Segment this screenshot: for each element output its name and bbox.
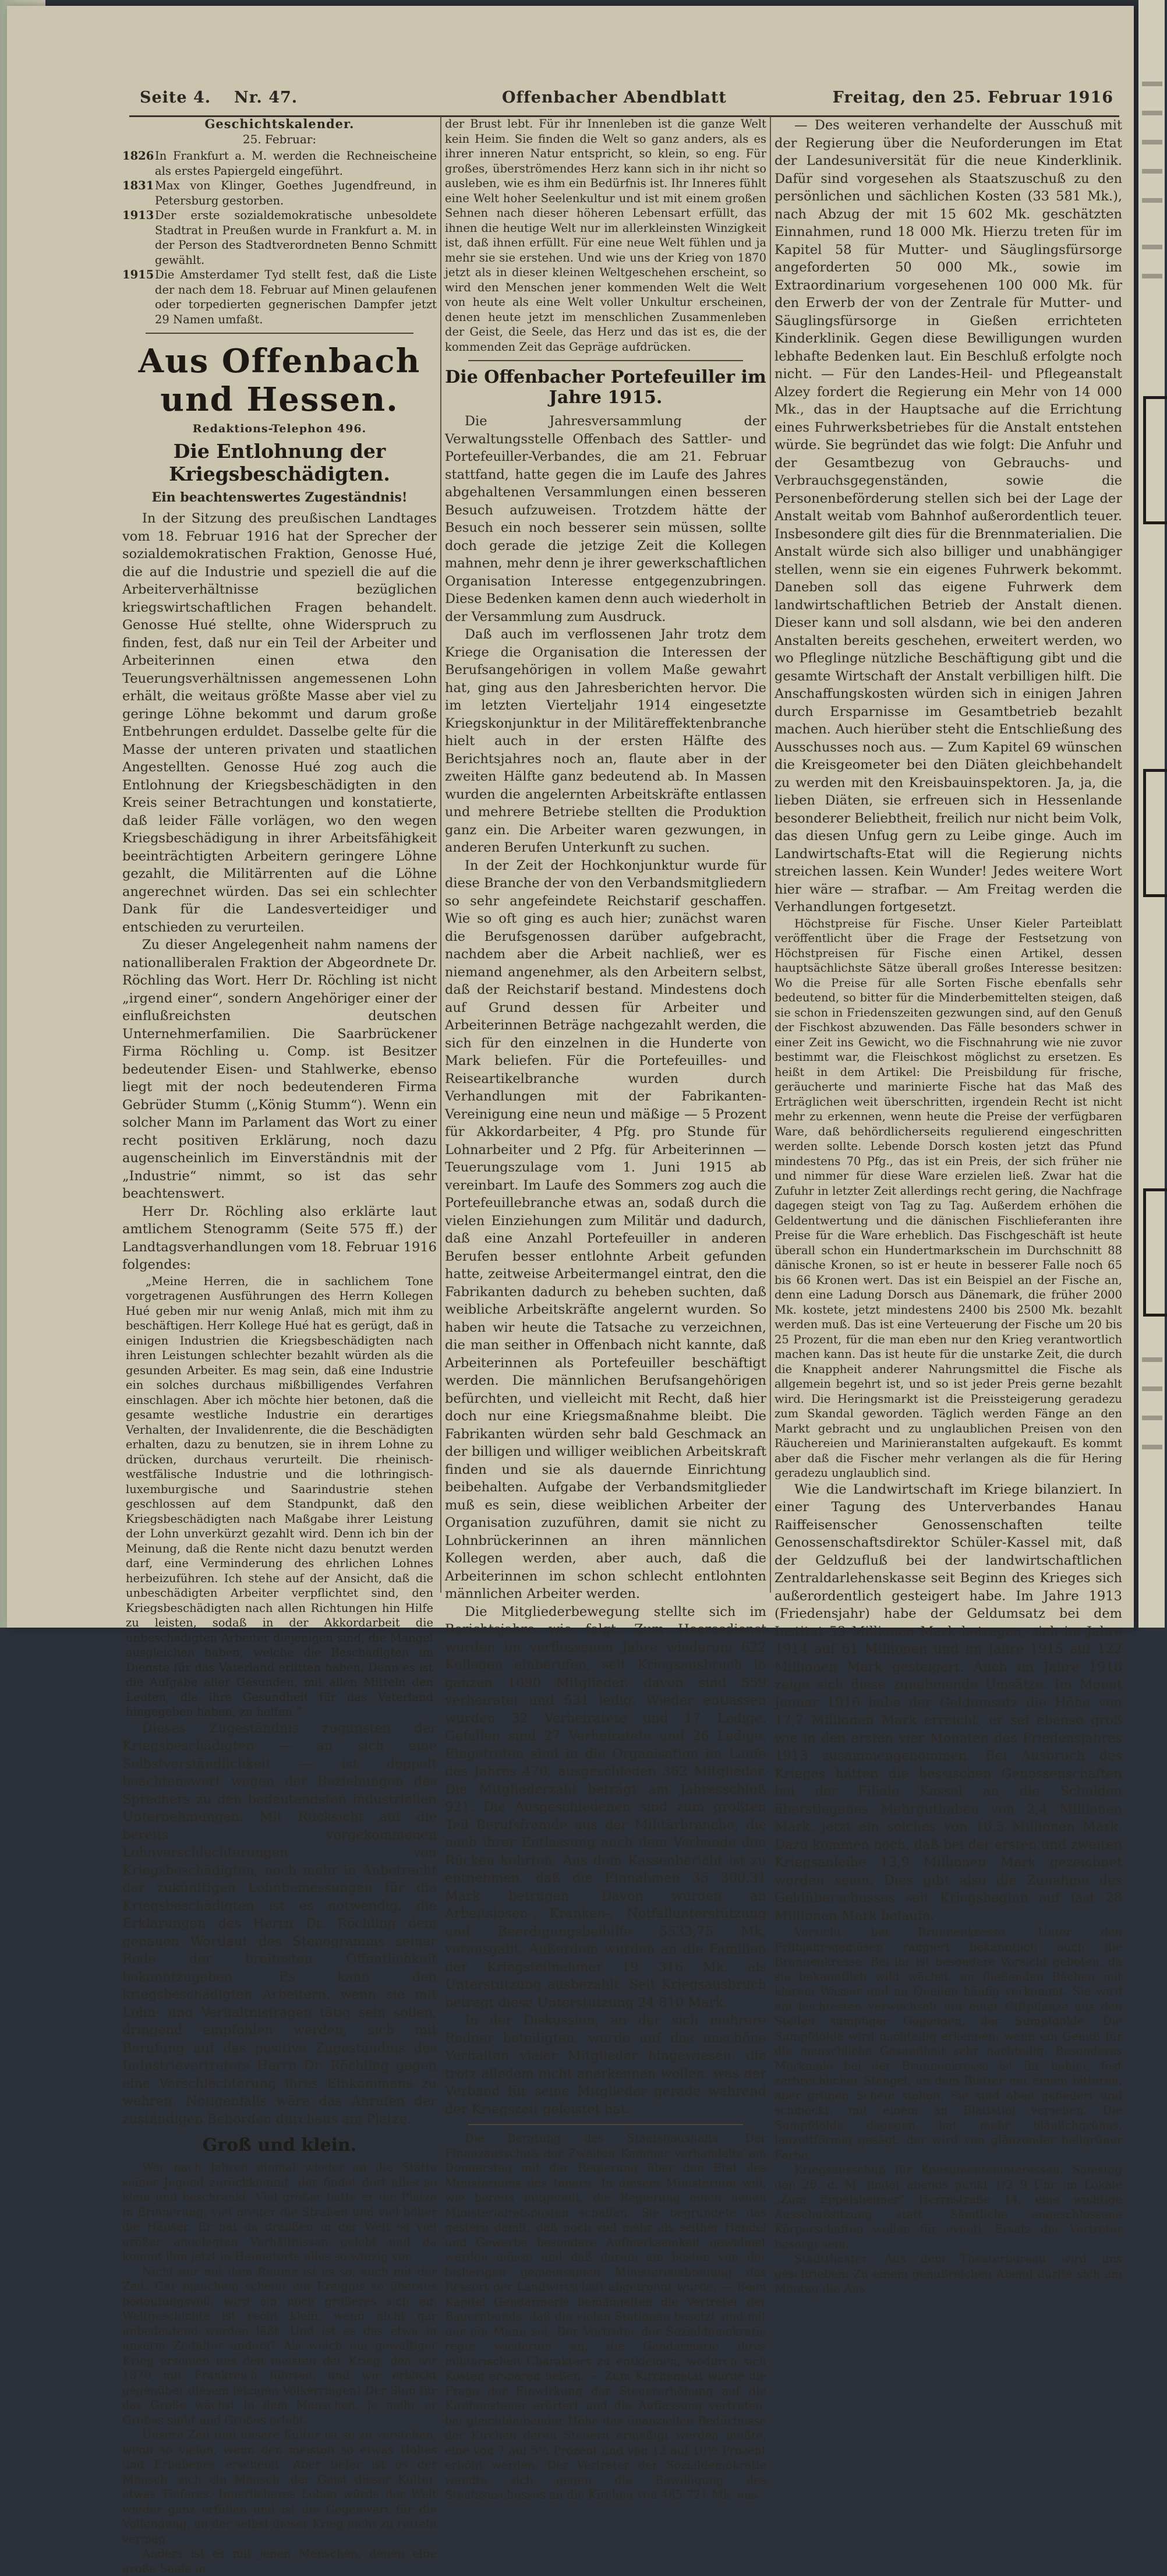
text-fragment bbox=[1142, 198, 1162, 203]
paragraph: Anders ist es mit jenen Menschen, denen eine große Seele in bbox=[122, 2547, 437, 2575]
paragraph: Nicht nur mit dem Raume ist es so, auch mit der Zeit. Gar manchem scheint ein Ereignis so überaus bedeutungsvoll, wird ein noch größeres sich ein Weltgeschichte ist recht klein, wenn nicht gar unbedeutend werden läßt. Und ist es das etwa in unserm Zeitalter anders? Als welch ein gewaltiger Krieg erschien uns den meisten der Krieg, den wir 1870 mit Frankreich führten, und wir erblickt gegenüber diesem jetzigen Völkerringen! Der Sinn für das Große wächst in dem Menschen, je mehr er Großes sieht und Großes erlebt. bbox=[122, 2264, 437, 2427]
paragraph: — Des weiteren verhandelte der Ausschuß mit der Regierung über die Neuforderungen im Etat der Landesuniversität für die neue Kinderklinik. Dafür sind vorgesehen als Staatszuschuß zu den persönlichen und sächlichen Kosten (33 581 Mk.), nach Abzug der mit 15 602 Mk. geschätzten Einnahmen, rund 18 000 Mk. Hierzu treten für im Kapitel 58 für Mutter- und Säuglingsfürsorge angeforderten 50 000 Mk., sowie im Extraordinarium vorgesehenen 100 000 Mk. für den Erwerb der von der Zentrale für Mutter- und Säuglingsfürsorge in Gießen errichteten Kinderklinik. Gegen diese Bewilligungen wurden lebhafte Bedenken laut. Ein Beschluß erfolgte noch nicht. — Für den Landes-Heil- und Pflegeanstalt Alzey fordert die Regierung ein Mehr von 14 000 Mk., das in der Hauptsache auf die Errichtung eines Fuhrwerksbetriebes für die Anstalt entstehen würde. Sie begründet das wie folgt: Die Anfuhr und der Gesamtbezug von Gebrauchs- und Verbrauchsgegenständen, sowie die Personenbeförderung stellen sich bei der Lage der Anstalt weitab vom Bahnhof außerordentlich teuer. Insbesondere gilt dies für die Brennmaterialien. Die Anstalt würde sich also billiger und unabhängiger stellen, wenn sie ein eigenes Fuhrwerk bekommt. Daneben soll das eigene Fuhrwerk dem landwirtschaftlichen Betrieb der Anstalt dienen. Dieser kann und soll alsdann, wie bei den anderen Anstalten bereits geschehen, erweitert werden, wo wo Pfleglinge nützliche Beschäftigung gibt und die gesamte Wirtschaft der Anstalt verbilligen hilft. Die Anschaffungskosten würden sich in einigen Jahren durch Ersparnisse im Gesamtbetrieb bezahlt machen. Auch hierüber steht die Entschließung des Ausschusses noch aus. — Zum Kapitel 69 wünschen die Kreisgeometer bei den Diäten gleichbehandelt zu werden mit den Kreisbauinspektoren. Ja, ja, die lieben Diäten, sie erfreuen sich in Hessenlande besonderer Beliebtheit, freilich nur nicht beim Volk, das diesen Unfug gern zu Leibe ginge. Auch im Landwirtschafts-Etat will die Regierung nichts streichen lassen. Kein Wunder! Jedes weitere Wort hier wäre — strafbar. — Am Freitag werden die Verhandlungen fortgesetzt. bbox=[775, 118, 1122, 915]
column-rule bbox=[440, 117, 441, 1593]
text-fragment bbox=[1142, 169, 1162, 174]
newspaper-title: Offenbacher Abendblatt bbox=[502, 89, 727, 107]
calendar-title: Geschichtskalender. bbox=[204, 117, 355, 131]
text-fragment bbox=[1142, 1445, 1162, 1449]
entry-year: 1915 bbox=[122, 268, 154, 281]
paragraph: der Brust lebt. Für ihr Innenleben ist die ganze Welt kein Heim. Sie finden die Welt so ganz anders, als es ihrer inneren Natur entspricht, so klein, so eng. Für großes, überströmendes Herz kann sich in ihr nicht so ausleben, wie es ihm ein Bedürfnis ist. Ihr Inneres fühlt eine Welt hoher Seelenkultur und ist mit einem großen Sehnen nach dieser höheren Lebensart erfüllt, das ihnen die heutige Welt nur im allerkleinsten Winzigkeit ist, daß ihnen erfüllt. Für eine neue Welt fühlen und ja mehr sie sie erstehen. Und wie uns der Krieg von 1870 jetzt als in dieser kleinen Weltgeschehen erscheint, so wird den Menschen jener kommenden Welt die Welt von heute als eine Welt voller Unkultur erscheinen, denen heute jetzt im menschlichen Zusammenleben der Geist, die Seele, das Herz und das ist es, die der kommenden Zeit das Gepräge aufdrücken. bbox=[445, 117, 766, 354]
calendar-entry bbox=[122, 208, 437, 267]
text-fragment bbox=[1142, 245, 1162, 249]
paragraph: In der Zeit der Hochkonjunktur wurde für diese Branche der von den Verbandsmitgliedern so sehr angefeindete Reichstarif geschaffen. Wie so oft ging es auch hier; zunächst waren die Berufsgenossen darüber aufgebracht, nachdem aber die Arbeit nachließ, wer es niemand angenehmer, als den Arbeitern selbst, daß der Reichstarif bestand. Mindestens doch auf Grund dessen für Arbeiter und Arbeiterinnen Beträge nachgezahlt werden, die sich für den einzelnen in die Hunderte von Mark beliefen. Für die Portefeuilles- und Reiseartikelbranche wurden durch Verhandlungen mit der Fabrikanten-Vereinigung eine neun und mäßige — 5 Prozent für Akkordarbeiter, 4 Pfg. pro Stunde für Lohnarbeiter und 2 Pfg. für Arbeiterinnen — Teuerungszulage vom 1. Juni 1915 ab vereinbart. Im Laufe des Sommers zog auch die Portefeuillebranche etwas an, sodaß durch die vielen Einziehungen zum Militär und dadurch, daß eine Anzahl Portefeuiller in anderen Berufen besser entlohnte Arbeit gefunden hatte, zeitweise Arbeitermangel eintrat, den die Fabrikanten dadurch zu beheben suchten, daß weibliche Arbeitskräfte angelernt wurden. So haben wir heute die Tatsache zu verzeichnen, die man seither in Offenbach nicht kannte, daß Arbeiterinnen als Portefeuiller beschäftigt werden. Die männlichen Berufsangehörigen befürchten, und vielleicht mit Recht, daß hier doch nur eine Kriegsmaßnahme bleibt. Die Fabrikanten würden sehr bald Geschmack an der billigen und williger weiblichen Arbeitskraft finden und sie als dauernde Einrichtung beibehalten. Aufgabe der Verbandsmitglieder muß es sein, diese weiblichen Arbeiter der Organisation zuzuführen, damit sie nicht zu Lohnbrückerinnen an ihren männlichen Kollegen werden, aber auch, daß die Arbeiterinnen im schon schlecht entlohnten männlichen Arbeiter werden. bbox=[445, 858, 766, 1601]
text-fragment bbox=[1142, 140, 1162, 144]
paragraph: Die Mitgliederbewegung stellte sich im Berichtsjahre wie folgt: Zum Heeresdienst wurden im verflossenen Jahre wiederum 622 Kollegen einberufen, seit Kriegsausbruch in ganzen 1090 Mitglieder, davon sind 559 verheiratet und 531 ledig. Wieder entlassen wurden 32 Verheiratete und 17 Ledige. Gefallen sind 27 Verheiratete und 26 Ledige. Eingetreten sind in die Organisation im Laufe des Jahres 470, ausgeschieden 362 Mitglieder. Die Mitgliederzahl beträgt am Jahresschluß 921. Die Ausgeschiedenen sind zum größten Teil Berufsfremde aus der Militärbranche, die nach ihrer Entlassung auch dem Verbande den Rücken kehrten. Aus dem Kassenbericht ist zu entnehmen, daß die Einnahmen 35 300,31 Mark betrugen. Davon wurden an Arbeitslosen-, Kranken-, Notfallunterstützung und Beerdigungsbeihilfe 5533,75 Mk. verausgabt. Außerdem wurden an die Familien der Kriegsteilnehmer 19 316 Mk. als Unterstützung ausbezahlt. Seit Kriegsausbruch beträgt diese Unterstützung 24 810 Mark. bbox=[445, 1604, 766, 2010]
running-header bbox=[129, 86, 1119, 117]
calendar-entry bbox=[122, 267, 437, 327]
article-subtitle: Ein beachtenswertes Zugeständnis! bbox=[151, 490, 408, 505]
text-fragment bbox=[1142, 1416, 1162, 1420]
text-fragment bbox=[1142, 111, 1162, 115]
paragraph: Stadttheater. Aus dem Theaterbureau wird uns geschrieben: Zu einem genußreichen Abend dürfte sich am Montag die Aus- bbox=[775, 2252, 1122, 2295]
text-fragment bbox=[1142, 82, 1162, 86]
section-title: Aus Offenbach und Hessen. bbox=[138, 342, 421, 419]
paragraph: Herr Dr. Röchling also erklärte laut amtlichem Stenogramm (Seite 575 ff.) der Landtagsverhandlungen vom 18. Februar 1916 folgendes: bbox=[122, 1204, 437, 1272]
divider bbox=[468, 2124, 743, 2125]
article-title: Die Entlohnung der Kriegsbeschädigten. bbox=[169, 440, 390, 485]
paragraph: Kriegsausschuß für Konsumenteninteressen. Samstag den 26. d. M. findet abends punkt 1/2 9 Uhr im Lokale „Zum Eppelsheimer“ Herrnstraße 14, eine wichtige Ausschußsitzung statt. Sämtliche angeschlossene Körperschaften wollen für eventl. Ersatz der Vertreter besorgt sein. bbox=[775, 2163, 1122, 2251]
advertisement-frame bbox=[1143, 396, 1167, 524]
paragraph: In der Sitzung des preußischen Landtages vom 18. Februar 1916 hat der Sprecher der sozialdemokratischen Fraktion, Genosse Hué, die auf die Industrie und speziell die auf die Arbeiterverhältnisse bezüglichen kriegswirtschaftlichen Fragen behandelt. Genosse Hué stellte, ohne Widerspruch zu finden, fest, daß nur ein Teil der Arbeiter und Arbeiterinnen einen etwa den Teuerungsverhältnissen angemessenen Lohn erhält, die weitaus größte Masse aber viel zu geringe Löhne bekommt und darum große Entbehrungen erduldet. Dasselbe gelte für die Masse der unteren privaten und staatlichen Angestellten. Genosse Hué zog auch die Entlohnung der Kriegsbeschädigten in den Kreis seiner Betrachtungen und konstatierte, daß leider Fälle vorlägen, wo den wegen Kriegsbeschädigung in ihrer Arbeitsfähigkeit beeinträchtigten Arbeitern geringere Löhne gezahlt, die Militärrenten auf die Löhne angerechnet würden. Das sei ein schlechter Dank für die Landesverteidiger und entschieden zu verurteilen. bbox=[122, 511, 437, 935]
section-phone: Redaktions-Telephon 496. bbox=[192, 422, 367, 435]
calendar-entry bbox=[122, 149, 437, 178]
entry-text: Die Amsterdamer Tyd stellt fest, daß die Liste der nach dem 18. Februar auf Minen gelaufenen oder torpedierten gegnerischen Dampfer jetzt 29 Namen umfaßt. bbox=[155, 268, 437, 326]
paragraph: Die Beratung des Staatshaushalts. Der Finanzausschuß der Zweiten Kammer verhandelte am Donnerstag mit der Regierung über den Etat des Ministeriums des Innern. In diesem Ministerium will, wie bereits mitgeteilt, die Regierung einen neuen Ministerialratsposten schaffen. Sie begründete das gestern damit, daß noch viel mehr als seither Handel und Gewerbe besondere Aufmerksamkeit gewidmet werden müsse und daß darum am besten von der bisherigen gemeinsamen Ministerialabteilung das Ressort der Landwirtschaft abgetrennt würde. — Beim Kapitel Gendarmerie bemängelten die Vertreter der Bauernbunds, daß die vielen Stationen besetzt sind mit nur ein Mann sei. Der Vertreter der Sozialdemokratie regte wiederum an, die Gendarmerie ihres militärischen Charakters zu entkleiden, wodurch sich Kosten ersparen ließen. — Zum Kirchenetat wurde die Frage der Einwirkung der Steuererhöhung auf die Kirchensteuer erörtert und die Auffassung vertreten, bei gleichbleibender Höhe des finanziellen Bedürfnisse der Kirchen deren Steuern ermäßigt werden müßte, eine von 7 auf 5½ Prozent und von 12 auf 10½ Prozent erhöht werden. Der Vertreter der Sozialdemokratie wandte sich gegen die Bewilligung des Staatszuschusses an die Kirchen von 485 721 Mk. aus. bbox=[445, 2132, 766, 2501]
paragraph: Die Jahresversammlung der Verwaltungsstelle Offenbach des Sattler- und Portefeuiller-Verbandes, die am 21. Februar stattfand, hatte gegen die im Laufe des Jahres abgehaltenen Versammlungen einen besseren Besuch aufzuweisen. Trotzdem hätte der Besuch ein noch besserer sein müssen, sollte doch gerade die jetzige Zeit die Kollegen mahnen, mehr denn je ihrer gewerkschaftlichen Organisation Interesse entgegenzubringen. Diese Bedenken kamen denn auch wiederholt in der Versammlung zum Ausdruck. bbox=[445, 414, 766, 624]
entry-year: 1913 bbox=[122, 209, 154, 222]
paragraph: Vorsicht bei Brunnenkresse. Unter den Frühjahrsgemüsen rangiert bekanntlich auch die Brunnenkresse. Bei ihr ist besondere Vorsicht geboten, da sie bekanntlich wild wächst, an fließenden Bächen mit klarem Wasser und an Quellen häufig vorkommt. Sie wird am leichtesten verwechselt mit einer Giftpflanze aus den Stellen sumpfiger Gegenden, der Sumpfdolde. Die Sumpfdolde wird nachteilig erkennen, wenn ein Genuß für die menschliche Gesundheit sehr nachteilig. Besonderes Merkmale bei der Brunnenkresse ist ihr hohler, fest zerbrechlicher Stengel, an dem Blätter mit einem bitteren, aber grünen Schein stehen. Sie sind oben gefiedert und schmeckt, mit einem an Blattstiel versehen. Die Sumpfdolde dagegen hat mehr bläulichgrünes, lanzettförmig gesägt, der wird von glänzender hellgrüner Farbe. bbox=[775, 1925, 1122, 2162]
paragraph: In der Diskussion, an der sich mehrere Redner beteiligten, wurde auf das unschöne Verhalten vieler Mitglieder hingewiesen, die trotz alledem nicht anerkennen wollen, was der Verband für seine Mitglieder gerade während der Kriegszeit geleistet hat. bbox=[445, 2013, 766, 2117]
adjacent-page-edge bbox=[1138, 0, 1165, 1628]
column-1 bbox=[122, 117, 437, 2575]
entry-text: Der erste sozialdemokratische unbesoldete Stadtrat in Preußen wurde in Frankfurt a. M. in der Person des Stadtverordneten Benno Schmitt gewählt. bbox=[155, 209, 437, 267]
column-2 bbox=[445, 117, 766, 2501]
page-number: Seite 4. bbox=[140, 89, 211, 107]
entry-year: 1826 bbox=[122, 149, 154, 163]
column-3 bbox=[775, 117, 1122, 2295]
history-calendar bbox=[122, 117, 437, 327]
column-rule bbox=[770, 117, 771, 1593]
paragraph: Höchstpreise für Fische. Unser Kieler Parteiblatt veröffentlicht über die Frage der Festsetzung von Höchstpreisen für Fische einen Artikel, dessen hauptsächlichste Sätze überall großes Interesse besitzen: Wo die Preise für alle Sorten Fische ebenfalls sehr bedeutend, so bitter für die Minderbemittelten steigen, daß sie schon in Friedenszeiten gezwungen sind, auf den Genuß der Fischkost abzuwenden. Das Fälle besonders schwer in einer Zeit ins Gewicht, wo die Fischnahrung wie nie zuvor bestimmt war, die Fleischkost möglichst zu ersetzen. Es heißt in dem Artikel: Die Preisbildung für frische, geräucherte und marinierte Fische hat das Maß des Erträglichen weit überschritten, irgendein Recht ist nicht mehr zu erkennen, wenn heute die Preise der verfügbaren Ware, daß behördlicherseits regulierend eingeschritten werden sollte. Lebende Dorsch kosten jetzt das Pfund mindestens 70 Pfg., das ist ein Preis, der sich früher nie und nimmer für diese Ware erzielen ließ. Zwar hat die Zufuhr in letzter Zeit allerdings recht gering, die Nachfrage dagegen steigt von Tag zu Tag. Außerdem erhöhen die Geldentwertung und die dänischen Fischlieferanten ihre Preise für die Ware erheblich. Das Fischgeschäft ist heute überall schon ein Hundertmarkschein im Durchschnitt 88 dänische Kronen, so ist er heute in besserer Falle noch 65 bis 66 Kronen wert. Das ist ein Beispiel an der Fische an, denn eine Ladung Dorsch aus Dänemark, die früher 2000 Mk. kostete, jetzt mindestens 2400 bis 2500 Mk. bezahlt werden muß. Das ist eine Verteuerung der Fische um 20 bis 25 Prozent, für die man eben nur den Krieg verantwortlich machen kann. Das ist heute für die unstarke Zeit, die durch die Knappheit anderer Nahrungsmittel die Fische als allgemein begehrt ist, und so ist jeder Preis gerne bezahlt wird. Die Heringsmarkt ist die Preissteigerung geradezu zum Skandal geworden. Täglich werden Fänge an den Markt gebracht und zu unglaublichen Preisen von den Räuchereien und Marinieranstalten aufgekauft. Es kommt aber daß die Fischer mehr verlangen als die für Hering geradezu unglaublich sind. bbox=[775, 916, 1122, 1480]
paragraph: Dieses Zugeständnis zugunsten der Kriegsbeschädigten — an sich eine Selbstverständlichkeit — ist doppelt beachtenswert wegen der Beziehungen des Sprechers zu den bedeutendsten industriellen Unternehmungen. Mit Rücksicht auf die bereits vorgekommenen Lohnverschlechterungen von Kriegsbeschädigten, noch mehr in Anbetracht der zukünftigen Lohnbemessungen für die Kriegsbeschädigten ist es notwendig, die Erklärungen des Herrn Dr. Röchling dem genauen Wortlaut des Stenogramms seiner Rede der breitesten Öffentlichkeit bekanntzugeben. Es kann den kriegsbeschädigten Arbeitern, wenn sie mit Lohn- und Verhaltnisfragen tätig sein sollen, dringend empfohlen werden, sich mit Berufung auf das positive Zugeständnis des Industrievertreters Herrn Dr. Röchling gegen eine Verschlechterung ihres Einkommens zu wehren. Nötigenfalls wäre das Anrufen der zuständigen Behörden durchaus am Platze. bbox=[122, 1720, 437, 2127]
issue-number: Nr. 47. bbox=[234, 89, 298, 107]
entry-year: 1831 bbox=[122, 179, 154, 192]
advertisement-frame bbox=[1143, 1188, 1167, 1317]
divider bbox=[468, 360, 743, 361]
quotation: „Meine Herren, die in sachlichem Tone vorgetragenen Ausführungen des Herrn Kollegen Hué geben mir nur wenig Anlaß, mich mit ihm zu beschäftigen. Herr Kollege Hué hat es gerügt, daß in einigen Industrien die Kriegsbeschädigten nach ihren Leistungen schlechter bezahlt würden als die gesunden Arbeiter. Es mag sein, daß eine Industrie ein solches durchaus mißbilligendes Verfahren einschlagen. Aber ich möchte hier betonen, daß die gesamte westliche Industrie ein derartiges Verhalten, der Invalidenrente, die die Beschädigten erhalten, dazu zu benutzen, sie in ihrem Lohne zu drücken, durchaus verurteilt. Die rheinisch-westfälische Industrie und die lothringisch-luxemburgische und Saarindustrie stehen geschlossen auf dem Standpunkt, daß den Kriegsbeschädigten nach Maßgabe ihrer Leistung der Lohn unverkürzt gezahlt wird. Denn ich bin der Meinung, daß die Rente nicht dazu benutzt werden darf, eine Verminderung des ehrlichen Lohnes herbeizuführen. Ich stehe auf der Ansicht, daß die unbeschädigten Arbeiter verpflichtet sind, den Kriegsbeschädigten nach allen Richtungen hin Hilfe zu leisten, sodaß in der Akkordarbeit die unbeschädigten Arbeiter diejenigen sind, die Mangel ausgleichen haben, welche die Beschädigten im Dienste für das Vaterland erlitten haben. Denn es ist die Aufgabe aller Gesunden, mit allen Mitteln den Leuten, die ihre Gesundheit für das Vaterland hingegeben haben, zu helfen.“ bbox=[126, 1274, 433, 1718]
article-title: Die Offenbacher Portefeuiller im Jahre 1915. bbox=[445, 367, 766, 408]
entry-text: Max von Klinger, Goethes Jugendfreund, in Petersburg gestorben. bbox=[155, 179, 437, 207]
text-fragment bbox=[1142, 1357, 1162, 1362]
text-fragment bbox=[1142, 1386, 1162, 1391]
paragraph: Wie die Landwirtschaft im Kriege bilanziert. In einer Tagung des Unterverbandes Hanau Raiffeisenscher Genossenschaften teilte Genossenschaftsdirektor Schüler-Kassel mit, daß der Geldzufluß bei der landwirtschaftlichen Zentraldarlehenskasse seit Beginn des Krieges sich außerordentlich gesteigert habe. Im Jahre 1913 (Friedensjahr) habe der Geldumsatz bei dem Institut 53 Millionen Mark betragen, sich im Jahre 1914 auf 61 Millionen und im Jahre 1915 auf 122 Millionen Mark gesteigert. Auch im Jahre 1916 zeige sich diese zunehmende Umsätze. Im Monat Januar 1916 habe der Geldumsatz die Höhe von 17,7 Millionen Mark erreicht, er sei ebenso groß wie in den ersten vier Monaten des Friedensjahres 1913 zusammengenommen. Bei Ausbruch des Krieges hätten die hessischen Genossenschaften bei der Filiale Kassel an die Schulden überstiegenes Mehrguthaben von 2,4 Millionen Mark, jetzt ein solches von 16,5 Millionen Mark. Dazu kommen noch, daß bei der ersten und zweiten Kriegsanleihe 13,9 Millionen Mark gezeichnet worden seien. Dies gibt also die Zunahme des Geldüberschusses seit Kriegsbeginn auf fast 28 Millionen Mark belaufe. bbox=[775, 1481, 1122, 1924]
calendar-date: 25. Februar: bbox=[242, 132, 317, 146]
issue-date: Freitag, den 25. Februar 1916 bbox=[832, 89, 1113, 107]
paragraph: Daß auch im verflossenen Jahr trotz dem Kriege die Organisation die Interessen der Berufsangehörigen in vollem Maße gewahrt hat, ging aus den Jahresberichten hervor. Die im letzten Vierteljahr 1914 eingesetzte Kriegskonjunktur in der Militäreffektenbranche hielt auch in der ersten Hälfte des Berichtsjahres noch an, flaute aber in der zweiten Hälfte ganz bedeutend ab. In Massen wurden die angelernten Arbeitskräfte entlassen und mehrere Betriebe stellten die Produktion ganz ein. Die Arbeiter waren gezwungen, in anderen Berufen Unterkunft zu suchen. bbox=[445, 627, 766, 855]
paragraph: Wer nach Jahren einmal wieder an die Stätte seiner Jugend zurückkommt, der findet dort alles so klein und beschränkt. Viel größer hatte er die Plätze in Erinnerung, viel breiter die Straßen und viel höher die Häuser. Er hat da draußen in der Welt so viel größer angelegten Verhältnissen gelebt und da kommt ihm jetzt in Heimatorte alles so winzig vor. bbox=[122, 2161, 437, 2263]
text-fragment bbox=[1142, 274, 1162, 278]
paragraph: Unsere Zeit und unsere Kultur ist so zu verstehen, wenn so vielen, wenn den meisten so etwas Hohes und Erhabenes erscheint. Aber tiefer ist es der Mensch, sich ein Mensch, der Geist dieser Kultur, etwas Tieferes. Innerlicheres Leben würde der Welt wieder ganz erfüllen und ist die Gegenwart für die Vollendung, an der selbst dieser Krieg nicht zu rütteln vermag. bbox=[122, 2428, 437, 2546]
article-title: Groß und klein. bbox=[202, 2135, 357, 2155]
paragraph: Zu dieser Angelegenheit nahm namens der nationalliberalen Fraktion der Abgeordnete Dr. Röchling das Wort. Herr Dr. Röchling ist nicht „irgend einer“, sondern Angehöriger einer der einflußreichsten deutschen Unternehmerfamilien. Die Saarbrückener Firma Röchling u. Comp. ist Besitzer bedeutender Eisen- und Stahlwerke, ebenso liegt mit der noch bedeutenderen Firma Gebrüder Stumm („König Stumm“). Wenn ein solcher Mann im Parlament das Wort zu einer recht positiven Erklärung, noch dazu augenscheinlich im Einverständnis mit der „Industrie“ nimmt, so ist das sehr beachtenswert. bbox=[122, 937, 437, 1201]
divider bbox=[146, 333, 413, 334]
calendar-entry bbox=[122, 178, 437, 208]
entry-text: In Frankfurt a. M. werden die Rechneischeine als erstes Papiergeld eingeführt. bbox=[155, 149, 437, 178]
newspaper-page bbox=[7, 6, 1134, 2575]
advertisement-frame bbox=[1143, 769, 1167, 897]
